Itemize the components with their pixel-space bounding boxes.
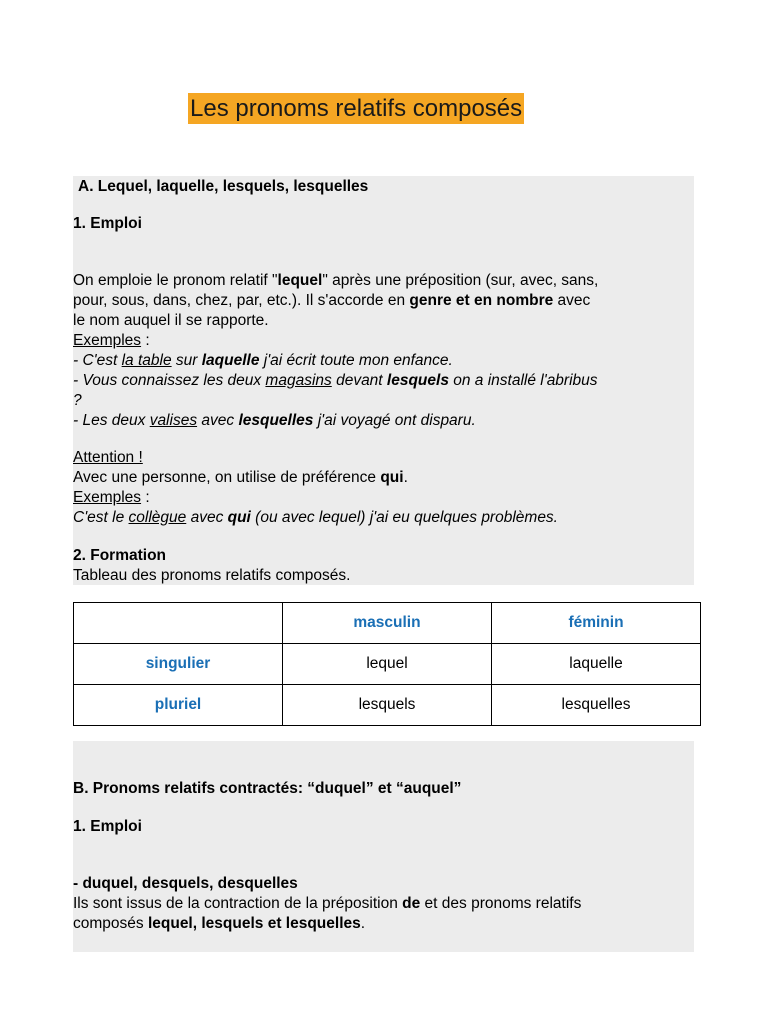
exemples-label-2: Exemples :: [73, 489, 150, 506]
table-row: [74, 685, 701, 726]
table-header-row: [74, 603, 701, 644]
table-cell: laquelle: [492, 644, 701, 685]
example-2-continued: ?: [73, 392, 82, 409]
exemples-label: Exemples :: [73, 332, 150, 349]
attention-text: Avec une personne, on utilise de préférence qui.: [73, 469, 408, 486]
example-1: - C'est la table sur laquelle j'ai écrit toute mon enfance.: [73, 352, 453, 369]
paragraph-line-2: pour, sous, dans, chez, par, etc.). Il s'accorde en genre et en nombre avec: [73, 292, 591, 309]
table-cell: lesquels: [283, 685, 492, 726]
section-b-subheading: - duquel, desquels, desquelles: [73, 875, 298, 892]
table-cell: lesquelles: [492, 685, 701, 726]
section-b-emploi-heading: 1. Emploi: [73, 818, 142, 835]
attention-label: Attention !: [73, 449, 143, 466]
table-row-label: pluriel: [74, 685, 283, 726]
formation-heading: 2. Formation: [73, 547, 167, 564]
table-row: [74, 644, 701, 685]
table-header-cell: [74, 603, 283, 644]
table-header-cell: féminin: [492, 603, 701, 644]
section-a-emploi-heading: 1. Emploi: [73, 215, 142, 232]
section-a-heading: A. Lequel, laquelle, lesquels, lesquelles: [78, 178, 369, 195]
section-b-heading: B. Pronoms relatifs contractés: “duquel” et “auquel”: [73, 780, 462, 797]
table-header-cell: masculin: [283, 603, 492, 644]
relative-pronoun-table: [73, 602, 701, 726]
table-row-label: singulier: [74, 644, 283, 685]
paragraph-line-1: On emploie le pronom relatif "lequel" après une préposition (sur, avec, sans,: [73, 272, 599, 289]
example-3: - Les deux valises avec lesquelles j'ai voyagé ont disparu.: [73, 412, 476, 429]
formation-text: Tableau des pronoms relatifs composés.: [73, 567, 351, 584]
table-cell: lequel: [283, 644, 492, 685]
example-2: - Vous connaissez les deux magasins devant lesquels on a installé l'abribus: [73, 372, 598, 389]
section-b-line-2: composés lequel, lesquels et lesquelles.: [73, 915, 366, 932]
example-4: C'est le collègue avec qui (ou avec lequel) j'ai eu quelques problèmes.: [73, 509, 558, 526]
page-title: Les pronoms relatifs composés: [190, 95, 523, 122]
section-b-line-1: Ils sont issus de la contraction de la préposition de et des pronoms relatifs: [73, 895, 582, 912]
paragraph-line-3: le nom auquel il se rapporte.: [73, 312, 269, 329]
